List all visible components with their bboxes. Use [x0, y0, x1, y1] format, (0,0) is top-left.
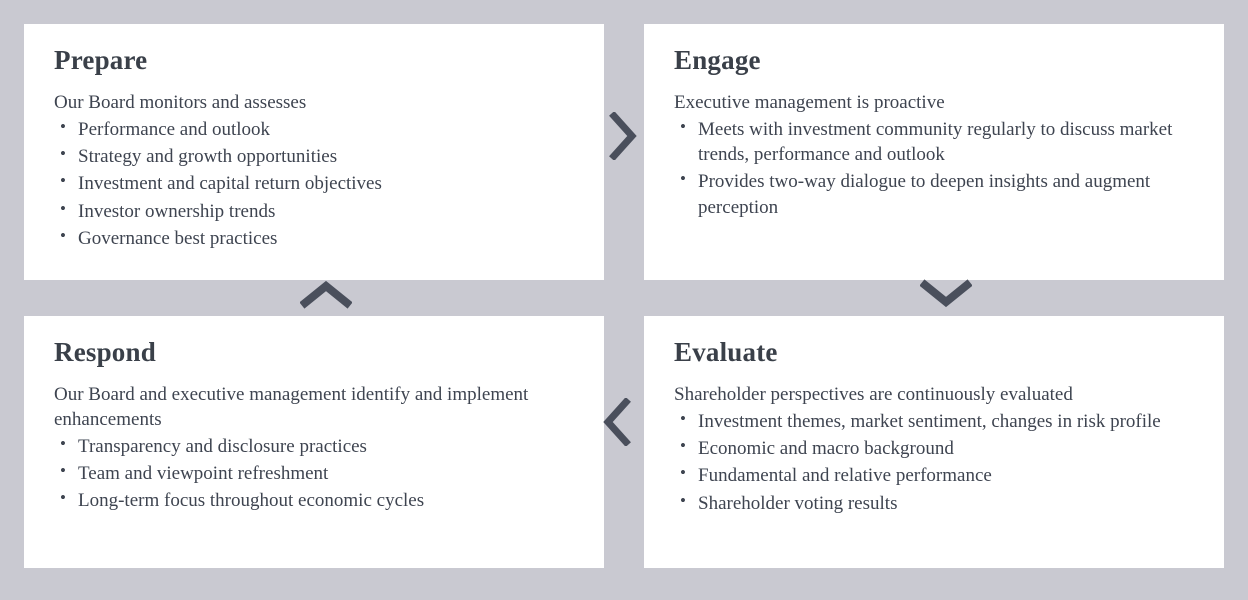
card-engage-lead: Executive management is proactive: [674, 91, 945, 113]
list-item: • Meets with investment community regularly to discuss market trends, performance and outlook: [674, 117, 1198, 168]
card-prepare-bullets: [54, 117, 578, 251]
card-evaluate: [644, 316, 1224, 568]
card-evaluate-bullets: [674, 409, 1198, 516]
card-respond-lead: Our Board and executive management identify and implement enhancements: [54, 383, 529, 430]
list-item: • Shareholder voting results: [674, 491, 1198, 516]
card-respond-title: Respond: [54, 337, 156, 367]
list-item: • Long-term focus throughout economic cycles: [54, 488, 578, 513]
list-item: • Investment themes, market sentiment, changes in risk profile: [674, 409, 1198, 434]
list-item: • Provides two-way dialogue to deepen insights and augment perception: [674, 169, 1198, 220]
list-item: • Investment and capital return objectives: [54, 171, 578, 196]
list-item: • Transparency and disclosure practices: [54, 434, 578, 459]
chevron-right-icon: [608, 112, 638, 160]
list-item: • Performance and outlook: [54, 117, 578, 142]
list-item: • Strategy and growth opportunities: [54, 144, 578, 169]
card-respond: [24, 316, 604, 568]
chevron-left-icon: [602, 398, 632, 446]
card-evaluate-title: Evaluate: [674, 337, 778, 367]
chevron-down-icon: [920, 278, 972, 308]
list-item: • Investor ownership trends: [54, 199, 578, 224]
chevron-up-icon: [300, 280, 352, 310]
list-item: • Team and viewpoint refreshment: [54, 461, 578, 486]
card-evaluate-lead: Shareholder perspectives are continuously evaluated: [674, 383, 1073, 405]
list-item: • Governance best practices: [54, 226, 578, 251]
card-prepare: [24, 24, 604, 280]
card-respond-bullets: [54, 434, 578, 514]
card-prepare-lead: Our Board monitors and assesses: [54, 91, 307, 113]
list-item: • Economic and macro background: [674, 436, 1198, 461]
card-engage-title: Engage: [674, 45, 761, 75]
card-engage-bullets: [674, 117, 1198, 220]
card-engage: [644, 24, 1224, 280]
card-prepare-title: Prepare: [54, 45, 148, 75]
list-item: • Fundamental and relative performance: [674, 463, 1198, 488]
